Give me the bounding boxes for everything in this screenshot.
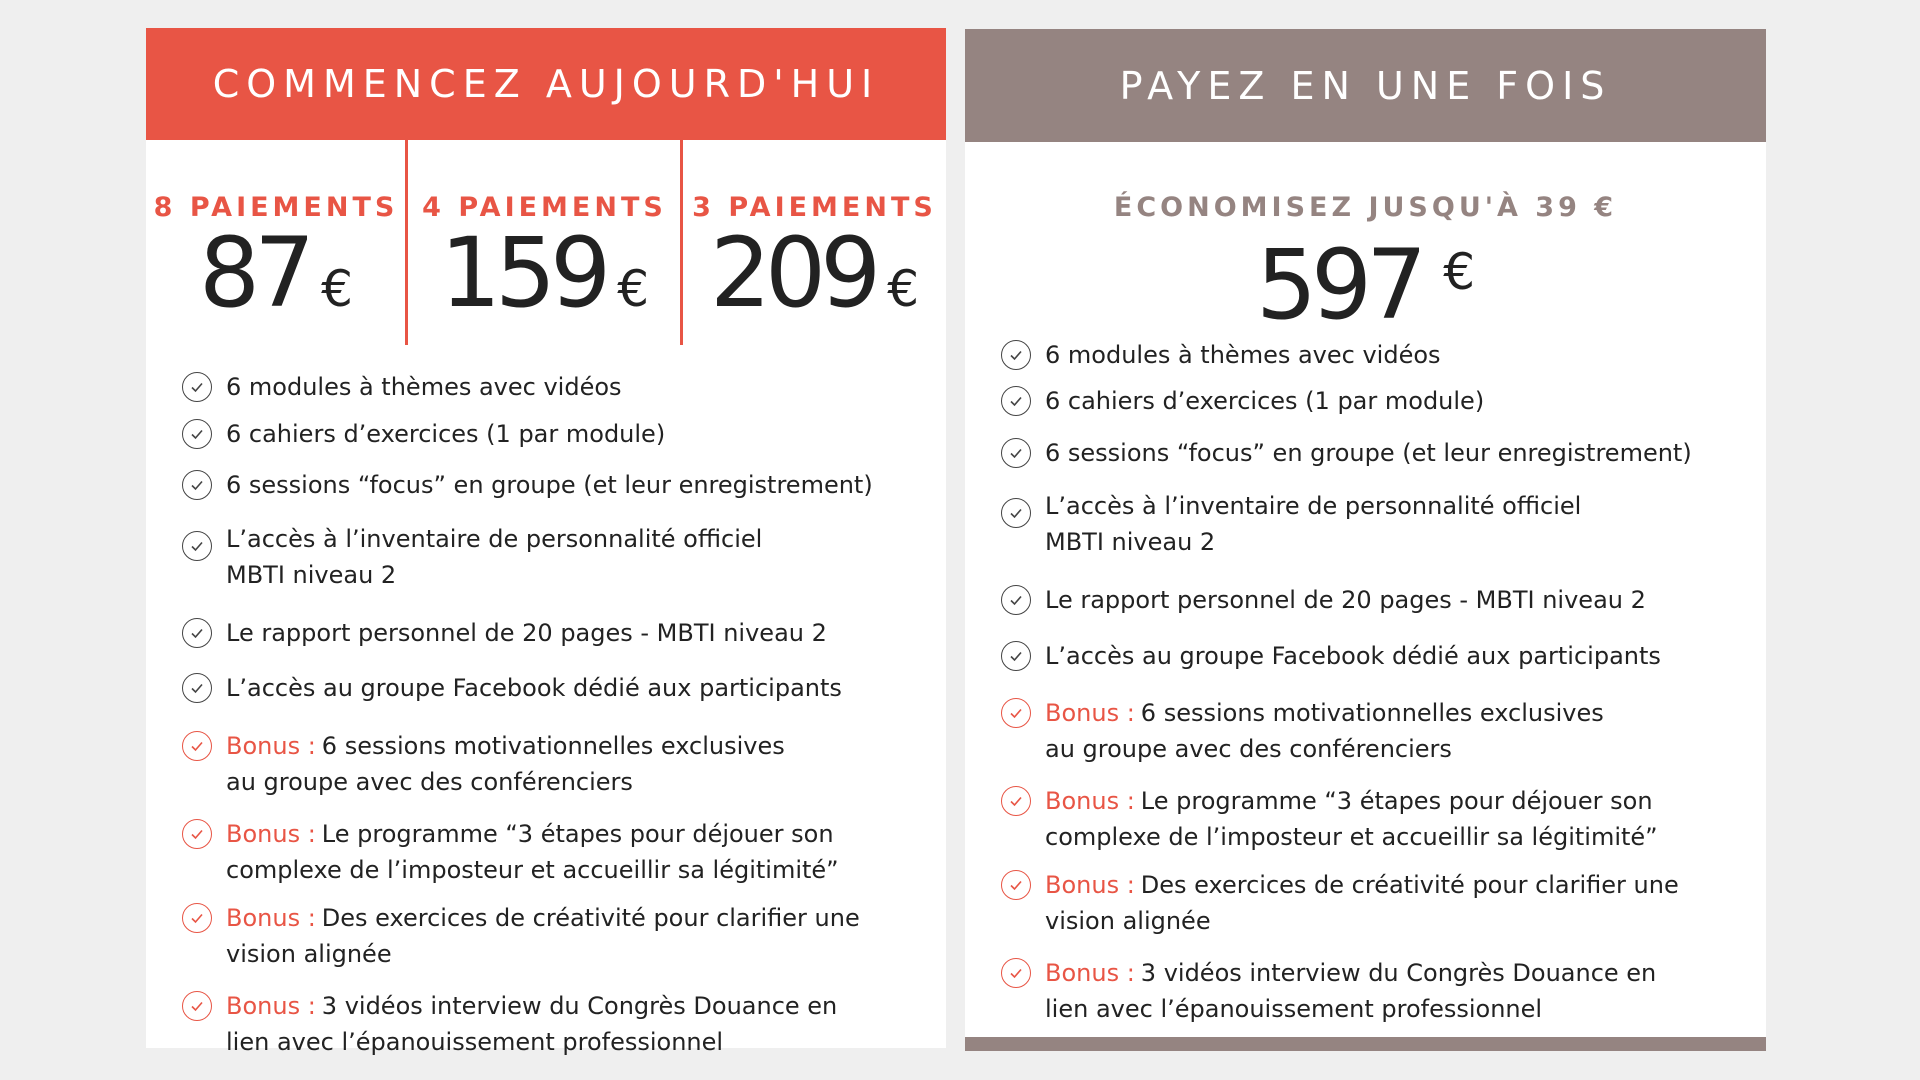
bonus-label: Bonus :: [226, 904, 316, 932]
feature-text: L’accès au groupe Facebook dédié aux participants: [226, 674, 842, 702]
check-circle-icon: [182, 991, 212, 1021]
bonus-label: Bonus :: [1045, 959, 1135, 987]
feature-text: [226, 816, 912, 888]
feature-text: [226, 900, 882, 972]
feature-item: [1001, 955, 1681, 1027]
plan-price: [408, 217, 681, 329]
feature-text: Le rapport personnel de 20 pages - MBTI niveau 2: [1045, 586, 1646, 614]
installment-title: COMMENCEZ AUJOURD'HUI: [212, 62, 880, 106]
price-amount: 159: [439, 217, 606, 329]
feature-text: 6 modules à thèmes avec vidéos: [1045, 341, 1441, 369]
feature-text: 6 cahiers d’exercices (1 par module): [226, 420, 666, 448]
check-circle-icon: [1001, 698, 1031, 728]
feature-item: [182, 816, 912, 888]
feature-item: [1001, 337, 1731, 373]
price-amount: 597: [1255, 229, 1422, 341]
check-circle-icon: [182, 618, 212, 648]
single-payment-banner: [965, 29, 1766, 142]
feature-text: 6 modules à thèmes avec vidéos: [226, 373, 622, 401]
plan-4-payments[interactable]: [408, 140, 681, 345]
check-circle-icon: [182, 673, 212, 703]
feature-item: [182, 369, 912, 405]
feature-item: [1001, 783, 1731, 855]
feature-item: [182, 467, 912, 503]
check-circle-icon: [1001, 498, 1031, 528]
feature-item: [1001, 435, 1731, 471]
feature-text: [226, 988, 862, 1060]
feature-item: [182, 615, 912, 651]
check-circle-icon: [182, 372, 212, 402]
feature-text: [1045, 955, 1681, 1027]
plan-label: 8 PAIEMENTS: [153, 192, 399, 223]
bonus-description: 6 sessions motivationnelles exclusives au groupe avec des conférenciers: [226, 732, 785, 796]
feature-item: [182, 670, 912, 706]
feature-text: L’accès à l’inventaire de personnalité officiel MBTI niveau 2: [1045, 492, 1582, 556]
feature-item: [1001, 638, 1731, 674]
plan-3-payments[interactable]: [683, 140, 946, 345]
feature-item: [182, 988, 862, 1060]
bonus-description: 3 vidéos interview du Congrès Douance en lien avec l’épanouissement professionnel: [1045, 959, 1657, 1023]
bonus-label: Bonus :: [1045, 699, 1135, 727]
bonus-description: Des exercices de créativité pour clarifier une vision alignée: [1045, 871, 1679, 935]
check-circle-icon: [1001, 641, 1031, 671]
savings-label: ÉCONOMISEZ JUSQU'À 39 €: [1113, 192, 1618, 223]
bonus-description: Le programme “3 étapes pour déjouer son complexe de l’imposteur et accueillir sa légitimité”: [226, 820, 839, 884]
check-circle-icon: [1001, 870, 1031, 900]
feature-text: L’accès au groupe Facebook dédié aux participants: [1045, 642, 1661, 670]
check-circle-icon: [182, 531, 212, 561]
feature-text: Le rapport personnel de 20 pages - MBTI niveau 2: [226, 619, 827, 647]
check-circle-icon: [182, 419, 212, 449]
check-circle-icon: [1001, 786, 1031, 816]
check-circle-icon: [1001, 340, 1031, 370]
feature-text: 6 sessions “focus” en groupe (et leur enregistrement): [226, 471, 873, 499]
feature-item: [1001, 383, 1731, 419]
check-circle-icon: [182, 903, 212, 933]
bonus-description: Des exercices de créativité pour clarifier une vision alignée: [226, 904, 860, 968]
plan-label: 4 PAIEMENTS: [422, 192, 667, 223]
check-circle-icon: [1001, 585, 1031, 615]
feature-item: [1001, 867, 1701, 939]
feature-text: [226, 728, 802, 800]
price-currency: €: [887, 260, 920, 318]
bonus-label: Bonus :: [1045, 787, 1135, 815]
single-payment-title: PAYEZ EN UNE FOIS: [1119, 63, 1612, 108]
feature-item: [182, 521, 822, 593]
bonus-description: 3 vidéos interview du Congrès Douance en lien avec l’épanouissement professionnel: [226, 992, 838, 1056]
feature-item: [1001, 695, 1621, 767]
feature-item: [182, 900, 882, 972]
price-currency: €: [321, 260, 353, 318]
feature-item: [182, 416, 912, 452]
price-currency: €: [1443, 243, 1476, 301]
check-circle-icon: [1001, 386, 1031, 416]
check-circle-icon: [1001, 438, 1031, 468]
single-payment-price[interactable]: [965, 229, 1766, 341]
feature-text: [1045, 867, 1701, 939]
bonus-label: Bonus :: [226, 732, 316, 760]
bonus-label: Bonus :: [1045, 871, 1135, 899]
feature-text: 6 cahiers d’exercices (1 par module): [1045, 387, 1485, 415]
bonus-description: Le programme “3 étapes pour déjouer son complexe de l’imposteur et accueillir sa légitimité”: [1045, 787, 1658, 851]
installment-banner: [146, 28, 946, 140]
feature-item: [182, 728, 802, 800]
feature-item: [1001, 488, 1641, 560]
feature-text: 6 sessions “focus” en groupe (et leur enregistrement): [1045, 439, 1692, 467]
plan-label: 3 PAIEMENTS: [692, 192, 937, 223]
check-circle-icon: [182, 731, 212, 761]
feature-text: L’accès à l’inventaire de personnalité officiel MBTI niveau 2: [226, 525, 763, 589]
feature-text: [1045, 783, 1731, 855]
feature-text: [1045, 695, 1621, 767]
bonus-label: Bonus :: [226, 820, 316, 848]
bonus-label: Bonus :: [226, 992, 316, 1020]
plan-price: [683, 217, 946, 329]
price-amount: 209: [709, 217, 876, 329]
check-circle-icon: [182, 470, 212, 500]
card-bottom-bar: [965, 1037, 1766, 1051]
price-amount: 87: [199, 217, 310, 329]
price-currency: €: [617, 260, 650, 318]
plan-8-payments[interactable]: [146, 140, 406, 345]
plan-price: [146, 217, 406, 329]
bonus-description: 6 sessions motivationnelles exclusives au groupe avec des conférenciers: [1045, 699, 1604, 763]
single-payment-card: [965, 29, 1766, 1051]
feature-item: [1001, 582, 1731, 618]
check-circle-icon: [1001, 958, 1031, 988]
installment-card: [146, 28, 946, 1056]
check-circle-icon: [182, 819, 212, 849]
